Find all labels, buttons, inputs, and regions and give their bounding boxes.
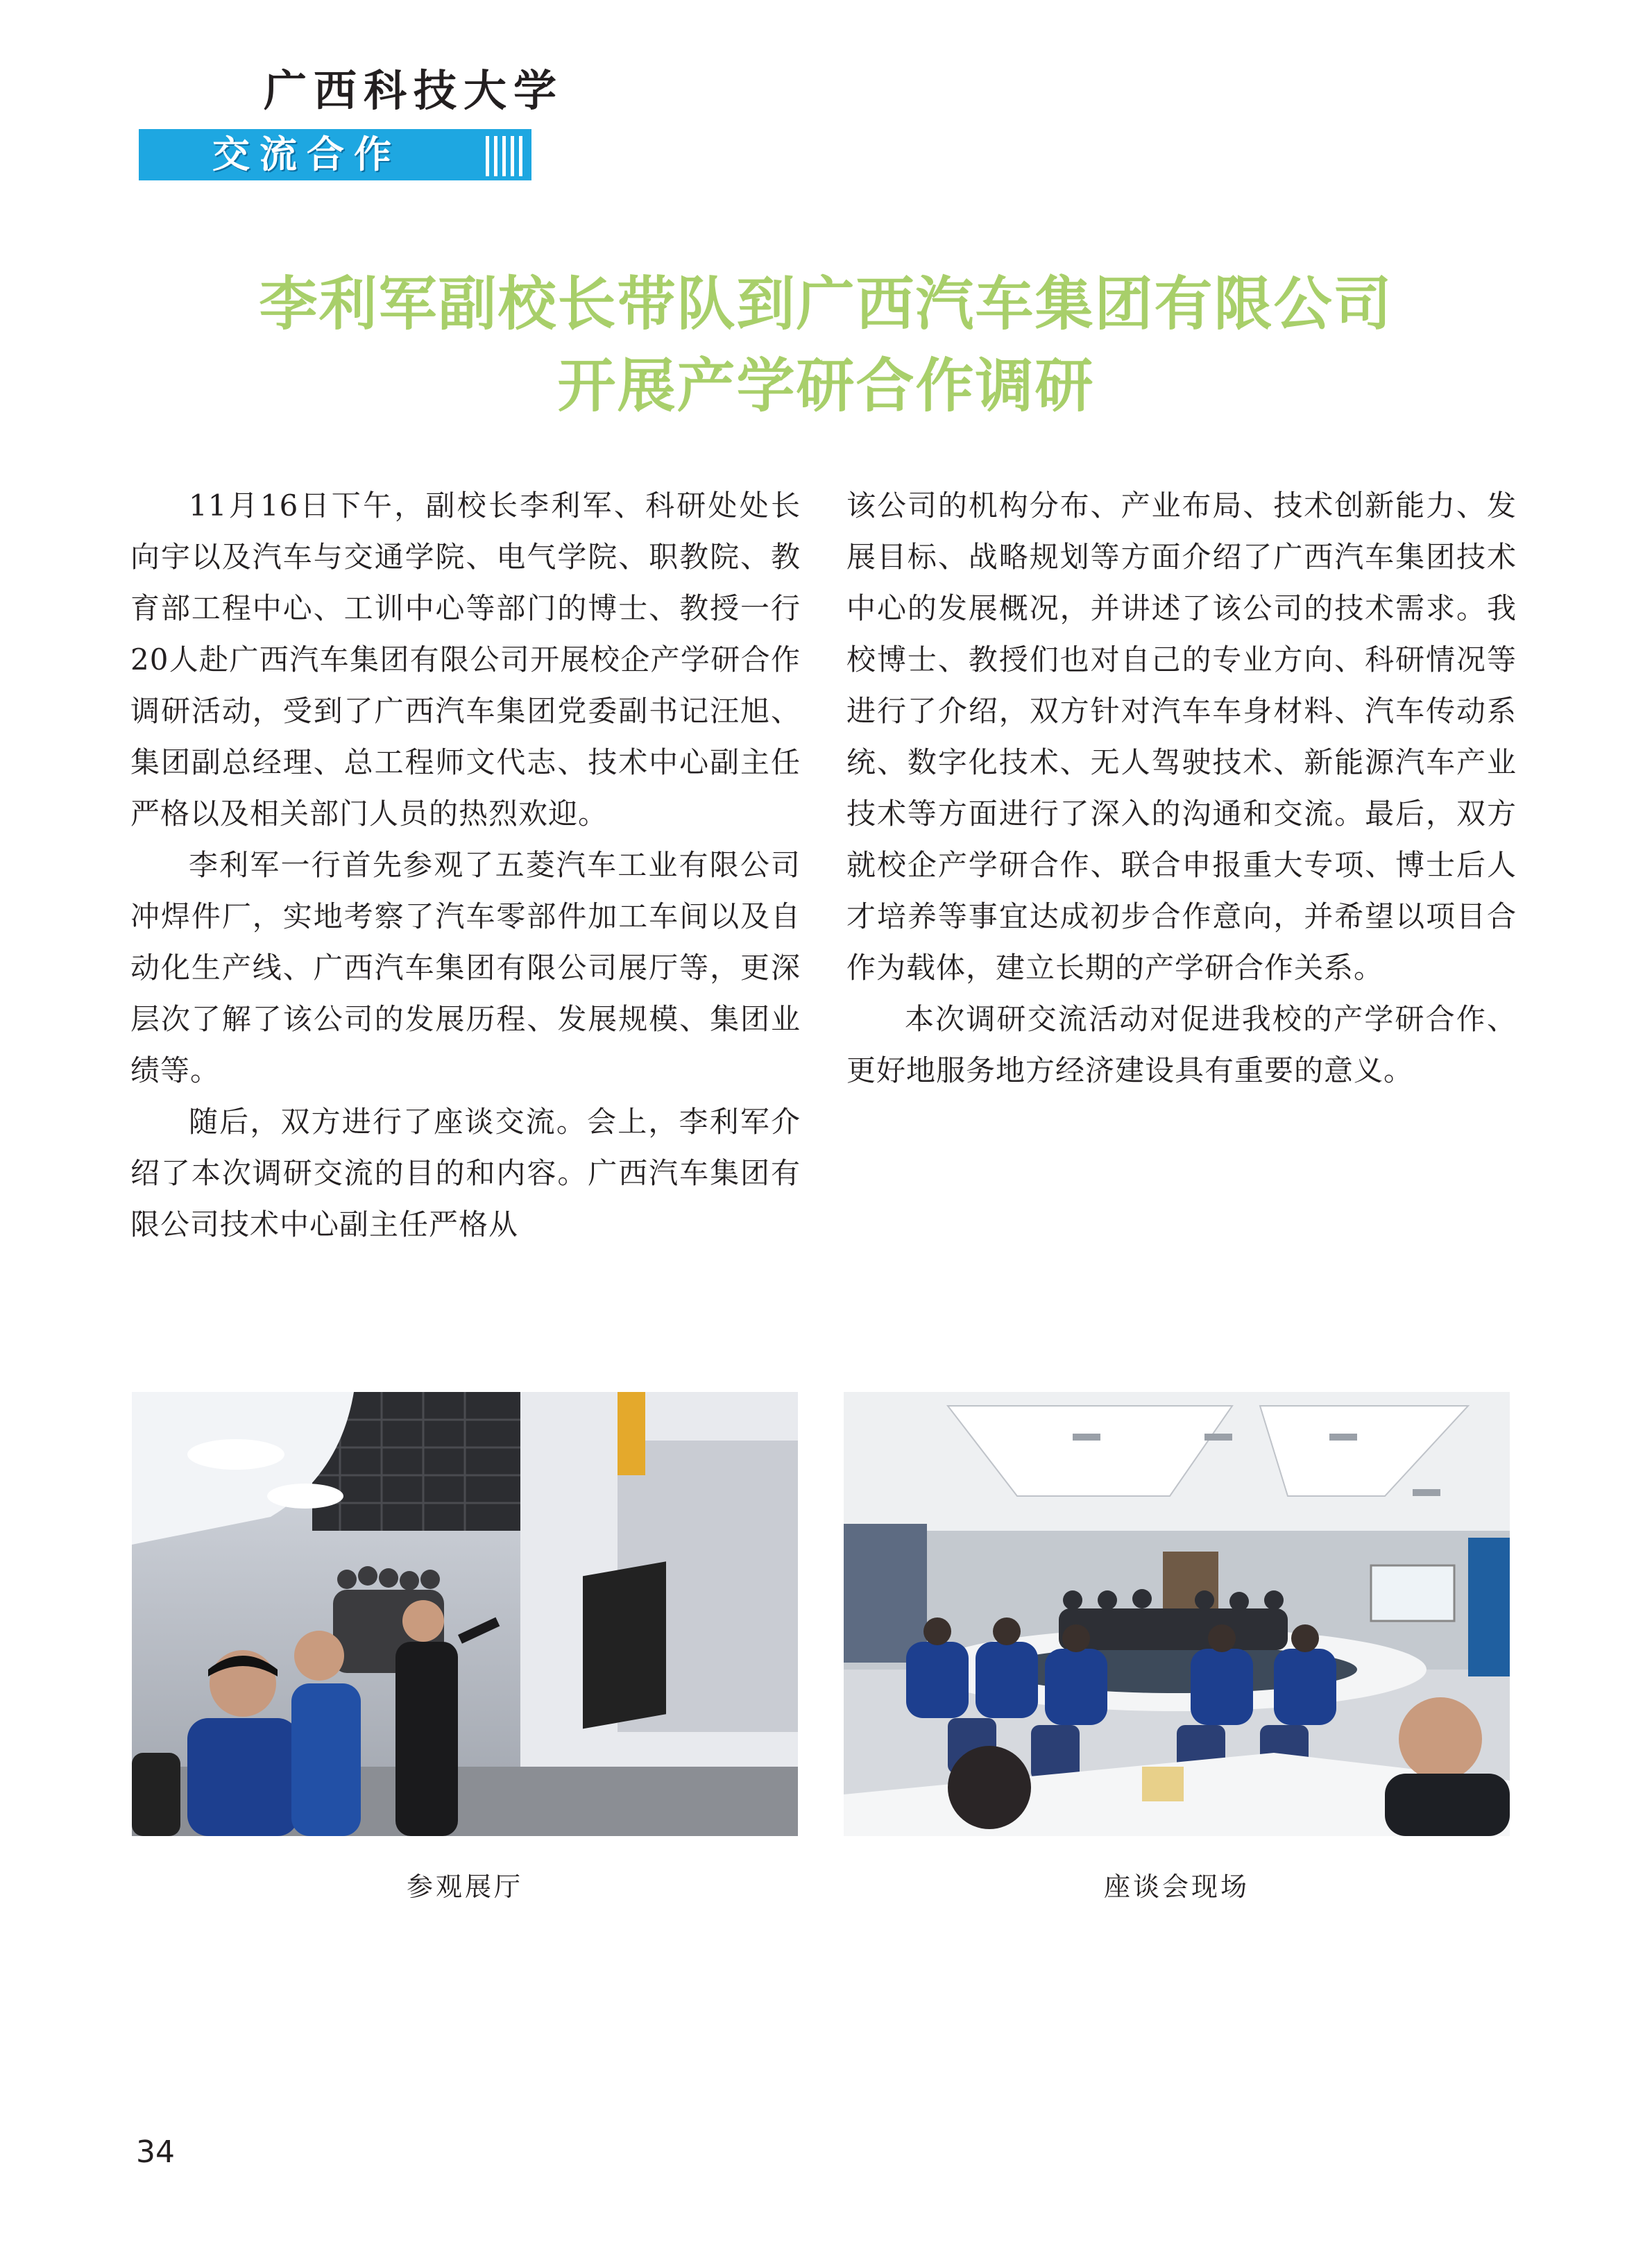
paragraph: 本次调研交流活动对促进我校的产学研合作、更好地服务地方经济建设具有重要的意义。 bbox=[846, 1002, 1517, 1087]
article-title-line-1: 李利军副校长带队到广西汽车集团有限公司 bbox=[259, 269, 1393, 338]
section-label: 交流合作 bbox=[212, 133, 401, 176]
publication-name: 广西科技大学 bbox=[264, 65, 564, 116]
left-column bbox=[130, 480, 801, 1250]
page-number: 34 bbox=[136, 2134, 175, 2170]
article-title-line-2: 开展产学研合作调研 bbox=[557, 351, 1095, 420]
paragraph: 该公司的机构分布、产业布局、技术创新能力、发展目标、战略规划等方面介绍了广西汽车集团技术中心的发展概况，并讲述了该公司的技术需求。我校博士、教授们也对自己的专业方向、科研情况等进行了介绍，双方针对汽车车身材料、汽车传动系统、数字化技术、无人驾驶技术、新能源汽车产业技术等方面进行了深入的沟通和交流。最后，双方就校企产学研合作、联合申报重大专项、博士后人才培养等事宜达成初步合作意向，并希望以项目合作为载体，建立长期的产学研合作关系。 bbox=[846, 489, 1517, 985]
paragraph: 随后，双方进行了座谈交流。会上，李利军介绍了本次调研交流的目的和内容。广西汽车集团有限公司技术中心副主任严格从 bbox=[130, 1105, 801, 1241]
paragraph: 李利军一行首先参观了五菱汽车工业有限公司冲焊件厂，实地考察了汽车零部件加工车间以及自动化生产线、广西汽车集团有限公司展厅等，更深层次了解了该公司的发展历程、发展规模、集团业绩等。 bbox=[130, 848, 801, 1087]
paragraph: 11月16日下午，副校长李利军、科研处处长向宇以及汽车与交通学院、电气学院、职教院、教育部工程中心、工训中心等部门的博士、教授一行20人赴广西汽车集团有限公司开展校企产学研合作调研活动，受到了广西汽车集团党委副书记汪旭、集团副总经理、总工程师文代志、技术中心副主任严格以及相关部门人员的热烈欢迎。 bbox=[130, 489, 801, 831]
photo-exhibition-hall bbox=[132, 1392, 798, 1836]
photo-meeting-room bbox=[844, 1392, 1510, 1836]
photo-caption: 座谈会现场 bbox=[1103, 1871, 1250, 1902]
photo-caption: 参观展厅 bbox=[406, 1871, 523, 1902]
right-column bbox=[846, 480, 1517, 1096]
